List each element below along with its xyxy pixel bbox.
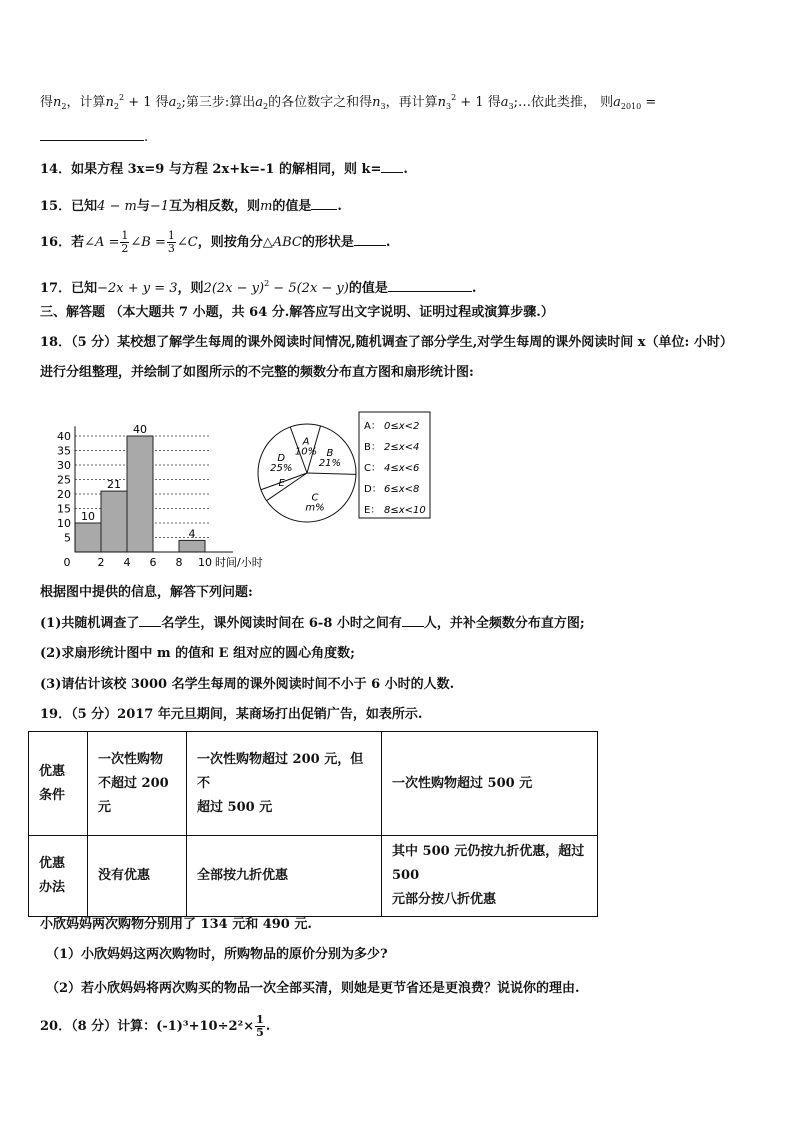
question-20: 20．（8 分）计算：(-1)³+10÷2²× $\frac{1}{5}$ . — [40, 1013, 271, 1039]
question-15: 15．已知4 − m与−1互为相反数，则m的值是 . — [40, 199, 342, 214]
section-3-heading: 三、解答题 （本大题共 7 小题，共 64 分.解答应写出文字说明、证明过程或演算步骤.） — [40, 305, 554, 320]
legend-range: 6≤x<8 — [384, 484, 420, 495]
x-tick-label: 6 — [149, 556, 157, 569]
pie-legend-box — [358, 411, 432, 521]
histogram-bar — [101, 491, 127, 552]
q19-sub-1: （1）小欣妈妈这两次购物时，所购物品的原价分别为多少? — [46, 947, 388, 962]
q18-line-1: 18．（5 分）某校想了解学生每周的课外阅读时间情况,随机调查了部分学生,对学生每周的课外阅读时间 x（单位: 小时） — [40, 335, 733, 350]
pie-slice-name: A — [302, 436, 310, 448]
y-tick-label: 30 — [57, 459, 71, 472]
y-tick-label: 35 — [57, 444, 71, 458]
q13-continuation: 得$n_2$，计算$n_2^2 + 1$ 得$a_2$;第三步:算出$a_2$的各位数字之和得$n_3$，再计算$n_3^2 + 1$ 得$a_3;\dots$依此类推， 则$a_{2010}$ = — [40, 93, 657, 111]
legend-key: A： — [364, 421, 381, 432]
q14-answer-blank[interactable] — [381, 160, 403, 173]
frequency-histogram — [30, 400, 293, 570]
q19-sub-2: （2）若小欣妈妈将两次购买的物品一次全部买清，则她是更节省还是更浪费？说说你的理由. — [46, 981, 580, 996]
q13-answer-line: . — [40, 128, 148, 147]
y-tick-label: 15 — [57, 502, 71, 516]
table-cell: 全部按九折优惠 — [187, 836, 382, 917]
fraction: $\frac{1}{2}$ — [121, 229, 129, 255]
q18-sub-1: (1)共随机调查了 名学生，课外阅读时间在 6-8 小时之间有 人，并补全频数分布直方图; — [40, 616, 585, 631]
table-cell: 没有优惠 — [88, 836, 187, 917]
histogram-bar — [179, 540, 205, 552]
pie-slice-label: 25% — [270, 462, 293, 474]
histogram-bar — [75, 523, 101, 552]
q16-answer-blank[interactable] — [354, 233, 386, 246]
legend-key: C： — [364, 463, 381, 474]
y-tick-label: 40 — [57, 430, 71, 443]
x-tick-label: 4 — [123, 556, 131, 569]
q19-after: 小欣妈妈两次购物分别用了 134 元和 490 元. — [40, 917, 312, 932]
legend-range: 4≤x<6 — [384, 463, 420, 474]
legend-key: B： — [364, 442, 381, 453]
table-cell: 优惠 条件 — [29, 732, 88, 836]
q18-blank-1[interactable] — [139, 614, 161, 627]
table-cell: 一次性购物 不超过 200 元 — [88, 732, 187, 836]
bar-value-label: 21 — [107, 478, 121, 492]
promotion-table — [28, 731, 598, 917]
table-row — [29, 732, 598, 836]
legend-key: D： — [364, 484, 382, 495]
question-14: 14．如果方程 3x=9 与方程 2x+k=-1 的解相同，则 k= . — [40, 162, 408, 177]
x-axis-label: 时间/小时 — [215, 556, 263, 569]
q17-answer-blank[interactable] — [388, 279, 472, 292]
table-cell: 优惠 办法 — [29, 836, 88, 917]
table-row — [29, 836, 598, 917]
pie-slice-label: m% — [305, 502, 325, 514]
pie-legend — [358, 411, 432, 525]
q15-answer-blank[interactable] — [311, 197, 337, 210]
legend-range: 8≤x<10 — [384, 505, 426, 516]
pie-slice-name: D — [277, 452, 286, 464]
histogram-bar — [127, 436, 153, 552]
y-tick-label: 5 — [64, 531, 71, 545]
x-tick-label: 8 — [175, 556, 183, 569]
q18-line-2: 进行分组整理，并绘制了如图所示的不完整的频数分布直方图和扇形统计图: — [40, 365, 474, 380]
q18-intro: 根据图中提供的信息，解答下列问题: — [40, 585, 253, 600]
bar-value-label: 10 — [81, 510, 95, 523]
y-tick-label: 10 — [57, 517, 71, 530]
q18-sub-2: (2)求扇形统计图中 m 的值和 E 组对应的圆心角度数; — [40, 646, 355, 661]
question-16: 16．若∠A = $\frac{1}{2}$ ∠B = $\frac{1}{3}$ ∠C，则按角分△ABC的形状是 . — [40, 229, 391, 255]
q19-title: 19．（5 分）2017 年元旦期间，某商场打出促销广告，如表所示. — [40, 707, 423, 722]
x-tick-label: 0 — [63, 556, 71, 569]
q18-sub-3: (3)请估计该校 3000 名学生每周的课外阅读时间不小于 6 小时的人数. — [40, 677, 455, 692]
legend-range: 2≤x<4 — [384, 442, 420, 453]
bar-value-label: 4 — [188, 527, 196, 541]
pie-slice — [279, 478, 286, 489]
bar-value-label: 40 — [133, 423, 147, 436]
fraction: $\frac{1}{5}$ — [256, 1013, 264, 1039]
x-tick-label: 2 — [97, 556, 105, 569]
y-tick-label: 25 — [57, 473, 71, 487]
table-cell: 一次性购物超过 200 元，但不 超过 500 元 — [187, 732, 382, 836]
x-tick-label: 10 — [198, 556, 212, 569]
q18-figures — [30, 400, 293, 574]
pie-slice-label: 10% — [294, 446, 318, 458]
question-17: 17．已知−2x + y = 3，则$2(2x - y)^2 - 5(2x - y)$的值是 . — [40, 279, 477, 296]
pie-slice-name: E — [278, 477, 285, 489]
table-cell: 一次性购物超过 500 元 — [382, 732, 598, 836]
pie-slice-name: C — [311, 492, 319, 504]
q18-blank-2[interactable] — [402, 614, 424, 627]
fraction: $\frac{1}{3}$ — [167, 229, 175, 255]
legend-key: E： — [364, 505, 381, 516]
pie-slice-label: 21% — [318, 458, 342, 470]
y-tick-label: 20 — [57, 488, 71, 501]
pie-slice-name: B — [326, 448, 334, 460]
table-cell: 其中 500 元仍按九折优惠，超过 500 元部分按八折优惠 — [382, 836, 598, 917]
legend-range: 0≤x<2 — [384, 421, 420, 432]
q13-answer-blank[interactable] — [40, 128, 144, 141]
